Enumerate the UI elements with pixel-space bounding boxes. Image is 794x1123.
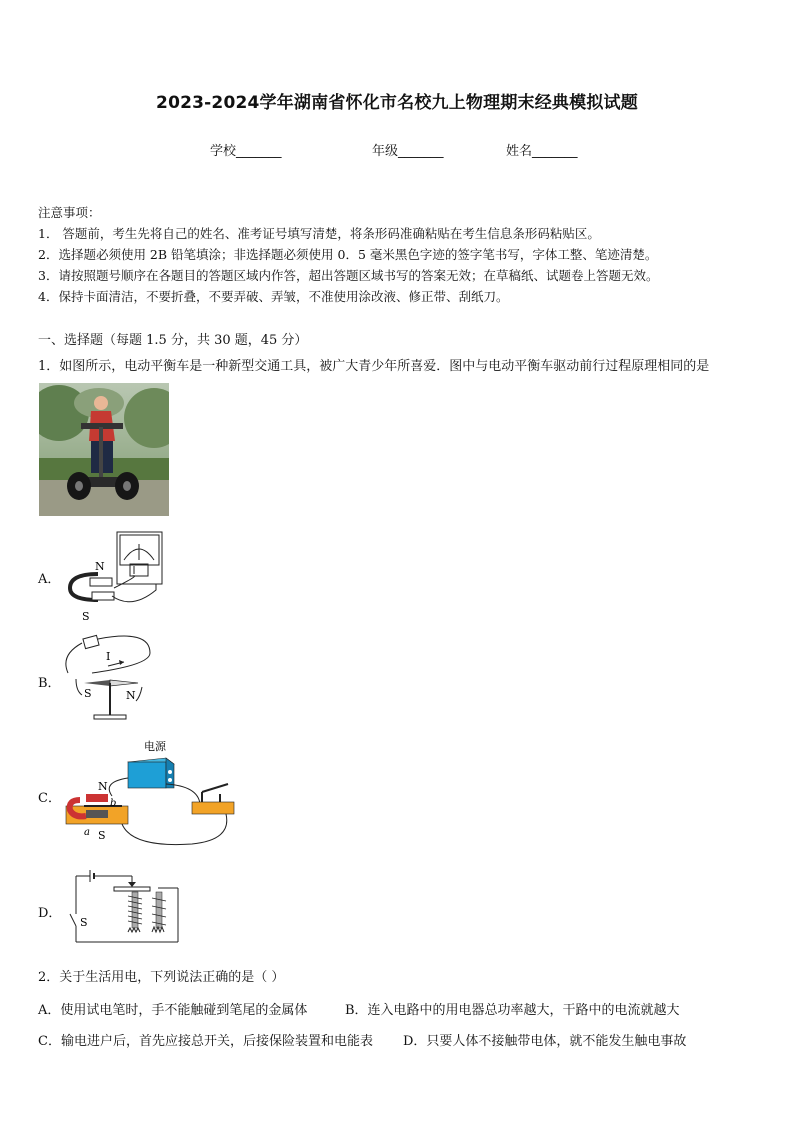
option-d-label: D．: [38, 906, 62, 921]
fig-c-power: 电源: [144, 740, 166, 753]
fig-c-n: N: [98, 780, 108, 793]
option-c-label: C．: [38, 791, 61, 806]
grade-field: 年级_______: [372, 144, 444, 159]
fig-b-n: N: [126, 689, 136, 702]
fig-c-b: b: [110, 798, 117, 809]
question-2-option-c: C．输电进户后，首先应接总开关，后接保险装置和电能表: [38, 1034, 373, 1049]
notice-item-1: 1． 答题前，考生先将自己的姓名、准考证号填写清楚，将条形码准确粘贴在考生信息条形码粘贴区。: [38, 226, 600, 241]
fig-b-s: S: [84, 687, 92, 700]
question-2-option-b: B．连入电路中的用电器总功率越大，干路中的电流就越大: [345, 1003, 680, 1018]
option-b-label: B．: [38, 676, 61, 691]
notice-item-2: 2．选择题必须使用 2B 铅笔填涂；非选择题必须使用 0．5 毫米黑色字迹的签字笔书写，字体工整、笔迹清楚。: [38, 247, 658, 262]
name-field: 姓名_______: [506, 144, 578, 159]
question-2-option-a: A．使用试电笔时，手不能触碰到笔尾的金属体: [38, 1003, 308, 1018]
figure-d-electromagnet: [62, 868, 187, 954]
fig-a-s: S: [82, 610, 90, 623]
fig-c-a: a: [84, 827, 90, 838]
balance-scooter-photo: [39, 383, 169, 516]
question-1-stem: 1．如图所示，电动平衡车是一种新型交通工具，被广大青少年所喜爱．图中与电动平衡车驱动前行过程原理相同的是: [38, 359, 710, 374]
fig-b-i: I: [106, 650, 111, 663]
page-title: 2023-2024学年湖南省怀化市名校九上物理期末经典模拟试题: [156, 93, 638, 113]
notice-item-3: 3．请按照题号顺序在各题目的答题区域内作答，超出答题区域书写的答案无效；在草稿纸、试题卷上答题无效。: [38, 268, 659, 283]
figure-c-motor: [62, 738, 247, 857]
question-2-option-d: D．只要人体不接触带电体，就不能发生触电事故: [403, 1034, 687, 1049]
school-field: 学校_______: [210, 144, 282, 159]
figure-b-oersted: [62, 633, 162, 732]
notice-heading: 注意事项：: [38, 205, 101, 220]
section-heading: 一、选择题（每题 1.5 分，共 30 题，45 分）: [38, 333, 308, 348]
notice-item-4: 4．保持卡面清洁，不要折叠，不要弄破、弄皱，不准使用涂改液、修正带、刮纸刀。: [38, 289, 509, 304]
option-a-label: A．: [38, 572, 61, 587]
fig-a-n: N: [95, 560, 105, 573]
question-2-stem: 2．关于生活用电，下列说法正确的是（ ）: [38, 970, 285, 985]
fig-c-s: S: [98, 829, 106, 842]
figure-a-generator: [62, 530, 172, 629]
fig-d-s: S: [80, 916, 88, 929]
